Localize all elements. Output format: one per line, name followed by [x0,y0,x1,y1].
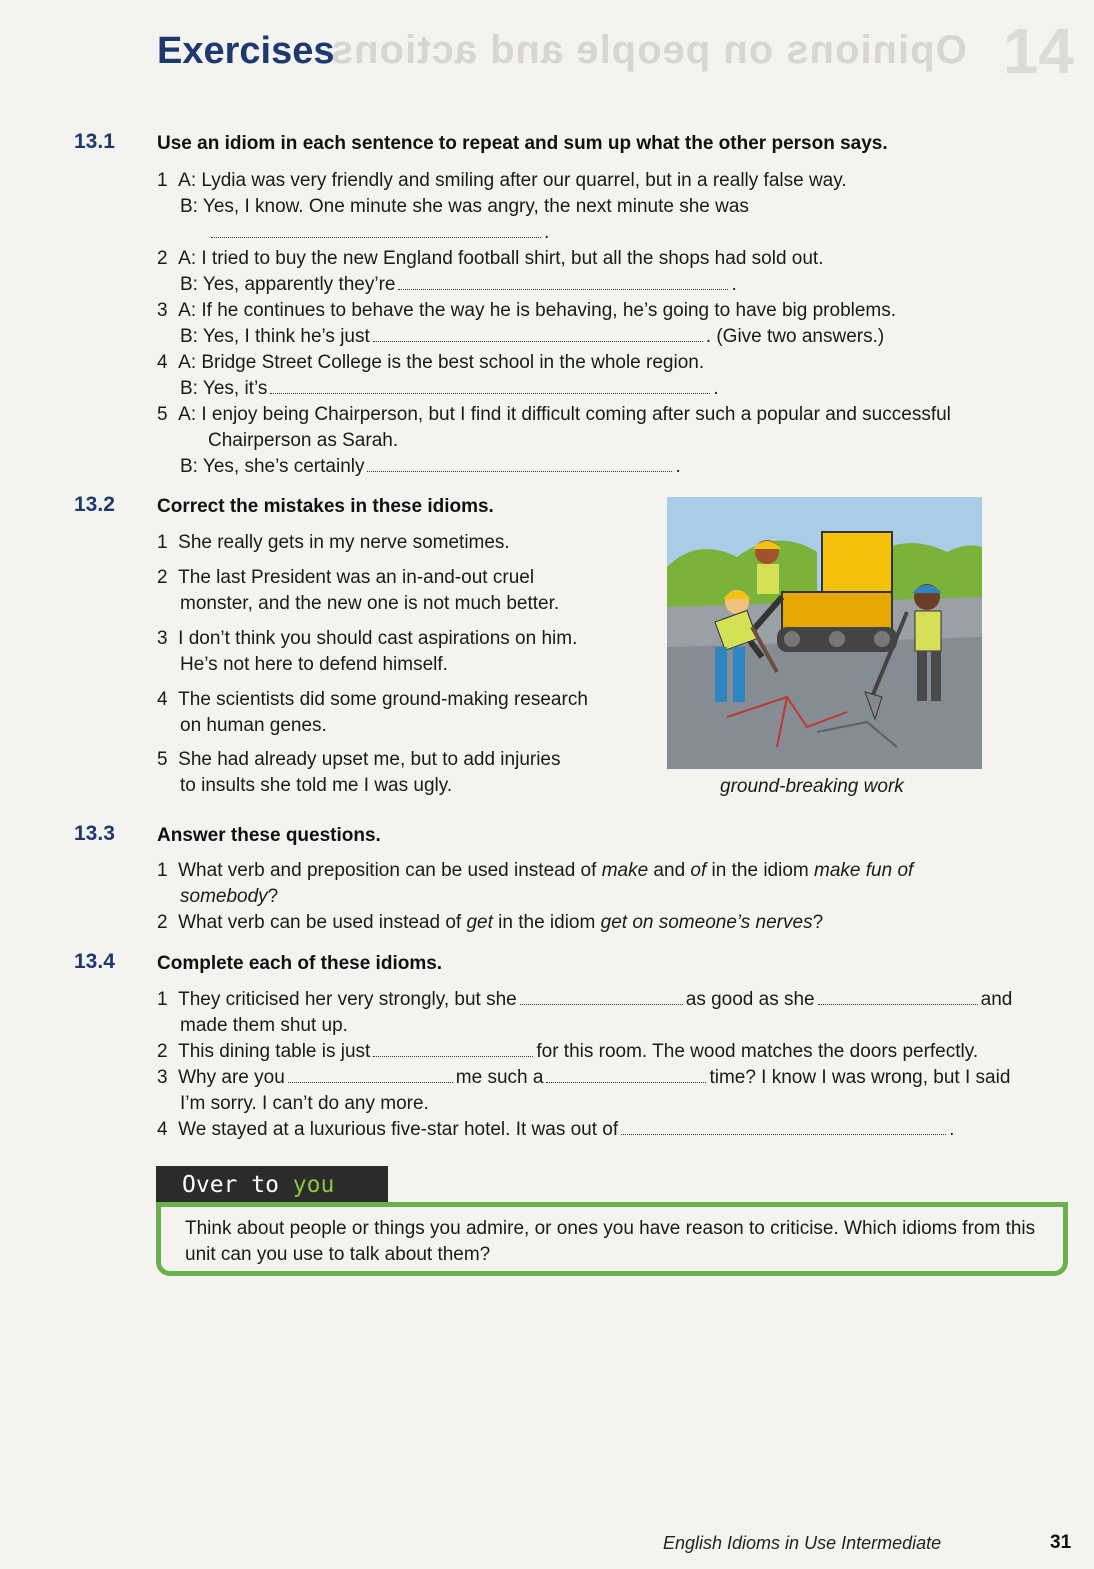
ground-breaking-illustration [667,497,982,769]
complete-item-3-cont: I’m sorry. I can’t do any more. [180,1093,429,1114]
correct-item-4: 4 The scientists did some ground-making research [157,689,588,710]
answer-blank[interactable] [398,272,728,290]
exercise-number: 13.3 [74,822,115,845]
item-3-a: 3 A: If he continues to behave the way he is behaving, he’s going to have big problems. [157,300,897,321]
construction-workers-image [667,497,982,769]
complete-item-3: 3 Why are you me such a time? I know I was wrong, but I said [157,1067,1011,1088]
question-1: 1 What verb and preposition can be used instead of make and of in the idiom make fun of [157,860,914,881]
item-5-a: 5 A: I enjoy being Chairperson, but I find it difficult coming after such a popular and successful [157,404,951,425]
complete-item-1-cont: made them shut up. [180,1015,348,1036]
answer-blank[interactable] [520,987,683,1005]
answer-blank[interactable] [211,220,541,238]
correct-item-2-cont: monster, and the new one is not much better. [180,593,560,614]
answer-blank[interactable] [546,1065,706,1083]
complete-item-4: 4 We stayed at a luxurious five-star hotel. It was out of . [157,1119,955,1140]
item-5-b: B: Yes, she’s certainly . [180,456,681,477]
answer-blank[interactable] [621,1117,946,1135]
correct-item-3: 3 I don’t think you should cast aspirations on him. [157,628,578,649]
exercise-number: 13.2 [74,493,115,516]
question-1-cont: somebody? [180,886,279,907]
answer-blank[interactable] [270,376,710,394]
ghost-show-through-number: 14 [1002,15,1074,87]
question-2: 2 What verb can be used instead of get in the idiom get on someone’s nerves? [157,912,824,933]
answer-blank[interactable] [373,324,703,342]
item-4-a: 4 A: Bridge Street College is the best school in the whole region. [157,352,705,373]
complete-item-1: 1 They criticised her very strongly, but she as good as she and [157,989,1013,1010]
correct-item-1: 1 She really gets in my nerve sometimes. [157,532,510,553]
over-to-you-text: Think about people or things you admire, or ones you have reason to criticise. Which idioms from this unit can you use to talk about them? [185,1218,1036,1265]
exercise-instruction: Answer these questions. [157,825,381,846]
answer-blank[interactable] [288,1065,453,1083]
exercise-number: 13.4 [74,950,115,973]
item-2-a: 2 A: I tried to buy the new England football shirt, but all the shops had sold out. [157,248,824,269]
item-1-a: 1 A: Lydia was very friendly and smiling after our quarrel, but in a really false way. [157,170,847,191]
book-title-footer: English Idioms in Use Intermediate [663,1533,942,1553]
answer-blank[interactable] [818,987,978,1005]
exercise-instruction: Use an idiom in each sentence to repeat and sum up what the other person says. [157,133,888,154]
ghost-show-through-text: Opinions on people and actions [330,28,967,72]
answer-blank[interactable] [367,454,672,472]
complete-item-2: 2 This dining table is just for this room. The wood matches the doors perfectly. [157,1041,979,1062]
page-title: Exercises [157,30,335,72]
item-1-b: B: Yes, I know. One minute she was angry, the next minute she was [180,196,749,217]
correct-item-2: 2 The last President was an in-and-out cruel [157,567,535,588]
item-5-a2: Chairperson as Sarah. [208,430,399,451]
item-2-b: B: Yes, apparently they’re . [180,274,737,295]
correct-item-4-cont: on human genes. [180,715,327,736]
exercise-instruction: Correct the mistakes in these idioms. [157,496,494,517]
over-to-you-tab: Over to you [156,1166,388,1204]
illustration-caption: ground-breaking work [720,776,904,797]
page-number: 31 [1050,1532,1072,1553]
correct-item-5-cont: to insults she told me I was ugly. [180,775,453,796]
over-to-you-box [156,1204,1068,1276]
exercise-instruction: Complete each of these idioms. [157,953,443,974]
item-3-b: B: Yes, I think he’s just . (Give two answers.) [180,326,885,347]
item-1-blank: . [208,220,549,246]
answer-blank[interactable] [373,1039,533,1057]
correct-item-5: 5 She had already upset me, but to add injuries [157,749,561,770]
correct-item-3-cont: He’s not here to defend himself. [180,654,448,675]
exercise-number: 13.1 [74,130,115,153]
item-4-b: B: Yes, it’s . [180,378,719,399]
